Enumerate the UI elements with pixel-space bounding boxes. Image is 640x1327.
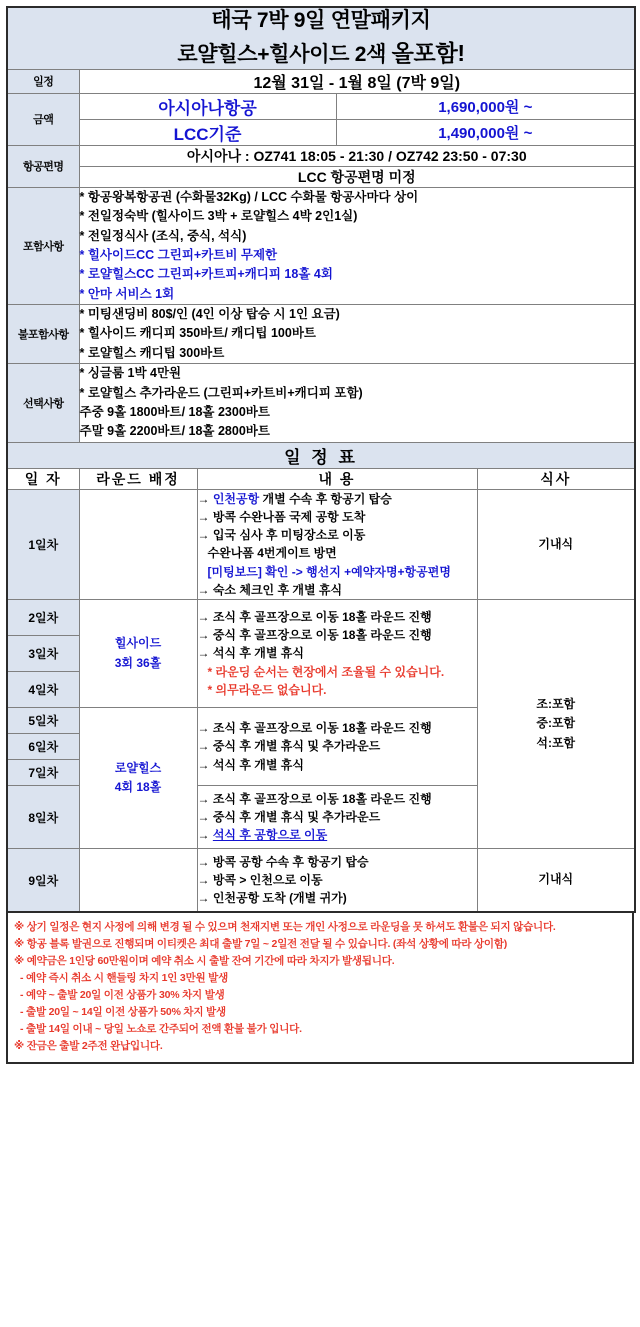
price-name-asiana: 아시아나항공 — [79, 93, 336, 119]
title-line-2-prefix: 로얄힐스+힐사이드 2색 — [177, 42, 392, 66]
schedule-row — [7, 69, 635, 93]
included-label: 포함사항 — [7, 187, 79, 304]
bullet-line: * 항공왕복항공권 (수화물32Kg) / LCC 수화물 항공사마다 상이 — [79, 189, 419, 204]
itinerary-line — [198, 663, 477, 681]
day-label-8: 8일차 — [7, 786, 79, 849]
arrow-icon: → — [197, 872, 213, 887]
day-label-4: 4일차 — [7, 672, 79, 708]
optional-list — [79, 364, 635, 443]
meal-cell-middle — [477, 600, 635, 849]
meal-cell-day1: 기내식 — [477, 489, 635, 599]
arrow-icon: → — [197, 509, 213, 524]
content-cell-day9 — [197, 849, 477, 913]
line-segment: 방콕 > 인천으로 이동 — [212, 872, 323, 887]
col-header-round: 라운드 배정 — [79, 468, 197, 489]
price-row-lcc — [7, 119, 635, 145]
content-cell-day1 — [197, 489, 477, 599]
meal-lunch: 중:포함 — [536, 716, 576, 731]
flight-asiana: 아시아나 : OZ741 18:05 - 21:30 / OZ742 23:50 - 07:30 — [79, 145, 635, 166]
day-label-2: 2일차 — [7, 600, 79, 636]
arrow-icon: → — [197, 628, 213, 643]
itinerary-line — [198, 581, 477, 599]
round-hillside-count: 3회 36홀 — [114, 655, 162, 670]
bullet-line: * 로얄힐스 추가라운드 (그린피+카트비+캐디피 포함) — [79, 385, 363, 400]
line-segment: 숙소 체크인 후 개별 휴식 — [212, 582, 343, 597]
bullet-line: * 전일정식사 (조식, 중식, 석식) — [79, 228, 247, 243]
itinerary-row-day1 — [7, 489, 635, 599]
itinerary-line — [198, 719, 477, 737]
itinerary-line — [198, 826, 477, 844]
itinerary-line — [198, 853, 477, 871]
itinerary-line — [198, 756, 477, 774]
line-segment: 석식 후 공항으로 이동 — [212, 828, 328, 843]
content-cell-hillside — [197, 600, 477, 708]
line-segment: 방콕 공항 수속 후 항공기 탑승 — [212, 854, 369, 869]
note-line: ※ 예약금은 1인당 60만원이며 예약 취소 시 출발 잔여 기간에 따라 차지가 발생됩니다. — [14, 955, 395, 968]
bullet-line: * 미팅샌딩비 80$/인 (4인 이상 탑승 시 1인 요금) — [79, 307, 340, 321]
round-cell-day1 — [79, 489, 197, 599]
line-segment: 조식 후 골프장으로 이동 18홀 라운드 진행 — [212, 609, 432, 624]
arrow-icon: → — [197, 809, 213, 824]
day-label-7: 7일차 — [7, 760, 79, 786]
arrow-icon: → — [197, 828, 213, 843]
optional-row — [7, 364, 635, 443]
line-segment: 중식 후 골프장으로 이동 18홀 라운드 진행 — [212, 628, 432, 643]
price-row-asiana — [7, 93, 635, 119]
line-segment: 방콕 수완나폼 국제 공항 도착 — [212, 509, 366, 524]
arrow-icon: → — [197, 721, 213, 736]
round-cell-royalhills — [79, 708, 197, 849]
line-segment: 수완나폼 4번게이트 방면 — [207, 546, 337, 561]
arrow-icon: → — [197, 791, 213, 806]
bullet-line: * 로얄힐스CC 그린피+카트피+캐디피 18홀 4회 — [79, 267, 333, 282]
itinerary-row-day9 — [7, 849, 635, 913]
optional-label: 선택사항 — [7, 364, 79, 443]
itinerary-line — [198, 889, 477, 907]
footer-notes — [6, 913, 634, 1064]
day-label-3: 3일차 — [7, 636, 79, 672]
day-label-9: 9일차 — [7, 849, 79, 913]
itinerary-line — [198, 790, 477, 808]
day-label-5: 5일차 — [7, 708, 79, 734]
meal-cell-day9: 기내식 — [477, 849, 635, 913]
excluded-label: 불포함사항 — [7, 305, 79, 364]
itinerary-line — [198, 626, 477, 644]
note-line: ※ 항공 블록 발권으로 진행되며 이티켓은 최대 출발 7일 ~ 2일전 전달 될 수 있습니다. (좌석 상황에 따라 상이함) — [14, 938, 508, 951]
line-segment: 석식 후 개별 휴식 — [212, 646, 304, 661]
line-segment: 개별 수속 후 항공기 탑승 — [259, 491, 392, 506]
round-cell-hillside — [79, 600, 197, 708]
itinerary-line — [198, 490, 477, 508]
itinerary-line — [198, 871, 477, 889]
itinerary-line — [198, 608, 477, 626]
price-amount-asiana: 1,690,000원 ~ — [336, 93, 635, 119]
bullet-line: * 전일정숙박 (힐사이드 3박 + 로얄힐스 4박 2인1실) — [79, 209, 358, 224]
line-indent — [198, 546, 208, 560]
line-segment: [미팅보드] 확인 -> 행선지 +예약자명+항공편명 — [207, 564, 451, 579]
schedule-value: 12월 31일 - 1월 8일 (7박 9일) — [79, 69, 635, 93]
bullet-line: 주중 9홀 1800바트/ 18홀 2300바트 — [79, 404, 270, 419]
arrow-icon: → — [197, 757, 213, 772]
title-line-2-emphasis: 올포함! — [391, 39, 465, 66]
title-banner-row — [7, 7, 635, 69]
title-line-1: 태국 7박 9일 연말패키지 — [211, 9, 431, 32]
round-royalhills-count: 4회 18홀 — [114, 780, 162, 795]
flight-label: 항공편명 — [7, 145, 79, 187]
itinerary-line — [198, 508, 477, 526]
line-segment: 조식 후 골프장으로 이동 18홀 라운드 진행 — [212, 721, 432, 736]
line-segment: * 의무라운드 없습니다. — [207, 682, 327, 697]
arrow-icon: → — [197, 739, 213, 754]
line-indent — [198, 683, 208, 697]
arrow-icon: → — [197, 582, 213, 597]
meal-dinner: 석:포함 — [536, 735, 576, 750]
arrow-icon: → — [197, 891, 213, 906]
itinerary-banner: 일 정 표 — [7, 442, 635, 468]
line-segment: 인천공항 — [212, 491, 260, 506]
day-label-6: 6일차 — [7, 734, 79, 760]
line-indent — [198, 565, 208, 579]
round-hillside-name: 힐사이드 — [114, 636, 162, 651]
main-sheet — [6, 6, 636, 913]
arrow-icon: → — [197, 609, 213, 624]
bullet-line: * 힐사이드CC 그린피+카트비 무제한 — [79, 247, 278, 262]
arrow-icon: → — [197, 528, 213, 543]
included-row — [7, 187, 635, 304]
excluded-row — [7, 305, 635, 364]
itinerary-row-day2 — [7, 600, 635, 636]
itinerary-line — [198, 563, 477, 581]
line-segment: 입국 심사 후 미팅장소로 이동 — [212, 528, 366, 543]
line-segment: 인천공항 도착 (개별 귀가) — [212, 891, 347, 906]
price-name-lcc: LCC기준 — [79, 119, 336, 145]
note-line: ※ 상기 일정은 현지 사정에 의해 변경 될 수 있으며 천재지변 또는 개인 사정으로 라운딩을 못 하셔도 환불은 되지 않습니다. — [14, 921, 556, 934]
price-amount-lcc: 1,490,000원 ~ — [336, 119, 635, 145]
included-list — [79, 187, 635, 304]
arrow-icon: → — [197, 646, 213, 661]
meal-breakfast: 조:포함 — [536, 697, 576, 712]
itinerary-line — [198, 526, 477, 544]
arrow-icon: → — [197, 491, 213, 506]
itinerary-banner-row — [7, 442, 635, 468]
col-header-meal: 식사 — [477, 468, 635, 489]
note-line: - 출발 14일 이내 ~ 당일 노쇼로 간주되어 전액 환불 불가 입니다. — [20, 1023, 302, 1036]
note-line: ※ 잔금은 출발 2주전 완납입니다. — [14, 1040, 163, 1053]
excluded-list — [79, 305, 635, 364]
line-segment: 조식 후 골프장으로 이동 18홀 라운드 진행 — [212, 791, 432, 806]
schedule-label: 일정 — [7, 69, 79, 93]
note-line: - 출발 20일 ~ 14일 이전 상품가 50% 차지 발생 — [20, 1006, 226, 1019]
bullet-line: 주말 9홀 2200바트/ 18홀 2800바트 — [79, 424, 270, 439]
day-label-1: 1일차 — [7, 489, 79, 599]
content-cell-royalhills-bottom — [197, 786, 477, 849]
flight-row-lcc — [7, 166, 635, 187]
itinerary-line — [198, 681, 477, 699]
itinerary-line — [198, 544, 477, 562]
note-line: - 예약 즉시 취소 시 핸들링 차지 1인 3만원 발생 — [20, 972, 229, 985]
col-header-content: 내 용 — [197, 468, 477, 489]
note-line: - 예약 ~ 출발 20일 이전 상품가 30% 차지 발생 — [20, 989, 225, 1002]
bullet-line: * 힐사이드 캐디피 350바트/ 캐디팁 100바트 — [79, 326, 316, 341]
title-line-2 — [8, 39, 634, 69]
title-banner — [7, 7, 635, 69]
itinerary-line — [198, 808, 477, 826]
line-segment: 중식 후 개별 휴식 및 추가라운드 — [212, 809, 381, 824]
round-royalhills-name: 로얄힐스 — [114, 760, 162, 775]
itinerary-line — [198, 737, 477, 755]
col-header-day: 일 자 — [7, 468, 79, 489]
arrow-icon: → — [197, 854, 213, 869]
line-indent — [198, 665, 208, 679]
bullet-line: * 싱글룸 1박 4만원 — [79, 366, 182, 381]
line-segment: 중식 후 개별 휴식 및 추가라운드 — [212, 739, 381, 754]
line-segment: * 라운딩 순서는 현장에서 조율될 수 있습니다. — [207, 664, 445, 679]
content-cell-royalhills-top — [197, 708, 477, 786]
flight-row-asiana — [7, 145, 635, 166]
price-label: 금액 — [7, 93, 79, 145]
itinerary-header-row — [7, 468, 635, 489]
flight-lcc: LCC 항공편명 미정 — [79, 166, 635, 187]
round-cell-day9 — [79, 849, 197, 913]
bullet-line: * 안마 서비스 1회 — [79, 286, 175, 301]
itinerary-line — [198, 644, 477, 662]
bullet-line: * 로얄힐스 캐디팁 300바트 — [79, 345, 225, 360]
line-segment: 석식 후 개별 휴식 — [212, 757, 304, 772]
